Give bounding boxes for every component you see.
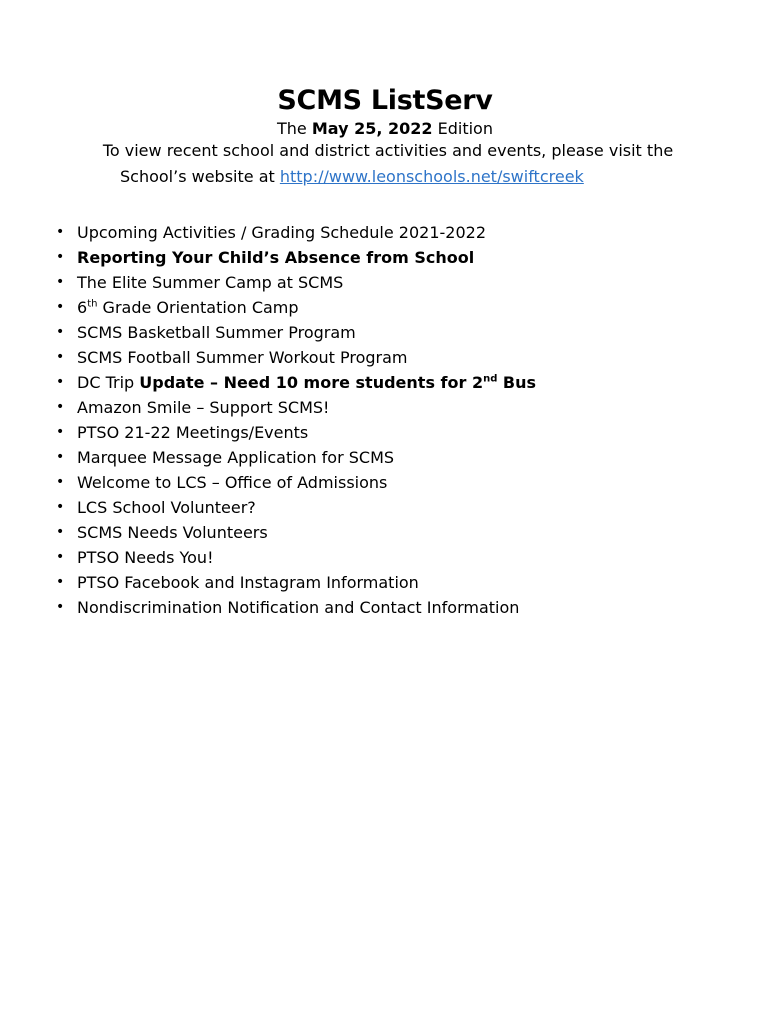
list-item [56, 595, 536, 620]
bullet-icon: • [56, 399, 65, 415]
list-item-text-prefix: DC Trip [77, 373, 140, 392]
list-item-text: PTSO 21-22 Meetings/Events [77, 423, 309, 442]
edition-date: May 25, 2022 [311, 119, 433, 138]
list-item [56, 445, 536, 470]
list-item [56, 295, 536, 320]
list-item-text: Reporting Your Child’s Absence from School [77, 248, 475, 267]
bullet-icon: • [56, 299, 65, 315]
list-item-text-prefix: 6 [77, 298, 88, 317]
bullet-icon: • [56, 549, 65, 565]
intro-line-1: To view recent school and district activities and events, please visit the [102, 141, 674, 160]
list-item-text: SCMS Needs Volunteers [77, 523, 268, 542]
edition-prefix: The [277, 119, 312, 138]
list-item [56, 545, 536, 570]
bullet-icon: • [56, 324, 65, 340]
edition-line [0, 119, 770, 139]
bullet-icon: • [56, 424, 65, 440]
bullet-icon: • [56, 374, 65, 390]
website-link[interactable]: http://www.leonschools.net/swiftcreek [279, 167, 584, 186]
intro-line-2 [120, 167, 584, 187]
list-item [56, 345, 536, 370]
list-item-text-suffix: Bus [497, 373, 537, 392]
list-item [56, 370, 536, 395]
list-item [56, 395, 536, 420]
list-item-text: PTSO Facebook and Instagram Information [77, 573, 419, 592]
bullet-icon: • [56, 574, 65, 590]
list-item-text: SCMS Football Summer Workout Program [77, 348, 408, 367]
bullet-icon: • [56, 449, 65, 465]
list-item-text: Marquee Message Application for SCMS [77, 448, 395, 467]
list-item [56, 245, 536, 270]
intro-line-2-prefix: School’s website at [120, 167, 280, 186]
list-item-text: SCMS Basketball Summer Program [77, 323, 356, 342]
list-item-text: Welcome to LCS – Office of Admissions [77, 473, 388, 492]
list-item-text: PTSO Needs You! [77, 548, 214, 567]
list-item [56, 270, 536, 295]
contents-list [56, 220, 536, 620]
bullet-icon: • [56, 274, 65, 290]
bullet-icon: • [56, 599, 65, 615]
list-item [56, 495, 536, 520]
superscript: nd [483, 373, 498, 385]
list-item [56, 570, 536, 595]
bullet-icon: • [56, 224, 65, 240]
list-item-text: Amazon Smile – Support SCMS! [77, 398, 330, 417]
list-item-text: Upcoming Activities / Grading Schedule 2021-2022 [77, 223, 487, 242]
list-item-text-suffix: Grade Orientation Camp [97, 298, 299, 317]
bullet-icon: • [56, 499, 65, 515]
bullet-icon: • [56, 524, 65, 540]
list-item [56, 220, 536, 245]
bullet-icon: • [56, 349, 65, 365]
page-title: SCMS ListServ [277, 85, 493, 116]
superscript: th [87, 298, 98, 310]
list-item-text-bold: Update – Need 10 more students for 2 [139, 373, 484, 392]
list-item-text: The Elite Summer Camp at SCMS [77, 273, 344, 292]
list-item [56, 470, 536, 495]
list-item-text: Nondiscrimination Notification and Contact Information [77, 598, 520, 617]
list-item [56, 520, 536, 545]
bullet-icon: • [56, 474, 65, 490]
edition-suffix: Edition [432, 119, 493, 138]
bullet-icon: • [56, 249, 65, 265]
list-item [56, 320, 536, 345]
list-item-text: LCS School Volunteer? [77, 498, 256, 517]
list-item [56, 420, 536, 445]
